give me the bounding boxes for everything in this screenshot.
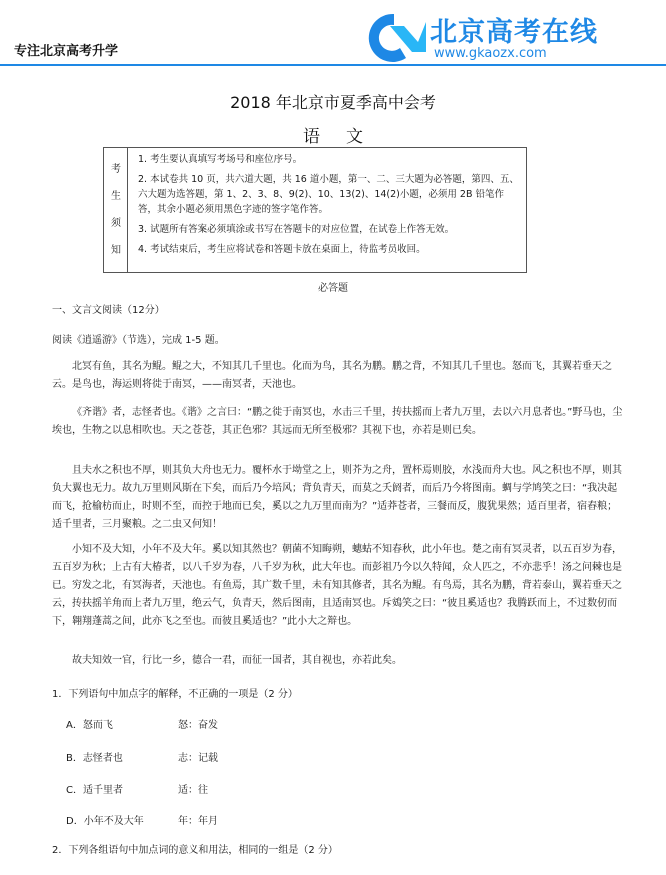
notice-side-char: 考 bbox=[111, 164, 121, 175]
option-c-expl: 适：往 bbox=[178, 785, 208, 796]
option-d-expl: 年：年月 bbox=[178, 816, 218, 827]
passage-paragraph: 小知不及大知，小年不及大年。奚以知其然也？朝菌不知晦朔，蟪蛄不知春秋，此小年也。楚之南有冥灵者，以五百岁为春，五百岁为秋；上古有大椿者，以八千岁为春，八千岁为秋，此大年也。而彭祖乃今以久特闻，众人匹之，不亦悲乎！汤之问棘也是已。穷发之北，有冥海者，天池也。有鱼焉，其广数千里，未有知其修者，其名为鲲。有鸟焉，其名为鹏，背若泰山，翼若垂天之云，抟扶摇羊角而上者九万里，绝云气，负青天，然后图南，且适南冥也。斥鴳笑之曰：“彼且奚适也？我腾跃而上，不过数仞而下，翱翔蓬蒿之间，此亦飞之至也。而彼且奚适也？”此小大之辩也。 bbox=[52, 544, 622, 627]
logo-url: www.gkaozx.com bbox=[434, 46, 547, 61]
notice-side-char: 知 bbox=[111, 245, 121, 256]
required-label: 必答题 bbox=[318, 283, 348, 294]
notice-item: 2. 本试卷共 10 页，共六道大题，共 16 道小题，第一、二、三大题为必答题，第四、五、六大题为选答题，第 1、2、3、8、9(2)、10、13(2)、14(2)小题，必须用 2B 铅笔作答，其余小题必须用黑色字迹的签字笔作答。 bbox=[138, 174, 519, 215]
section-intro: 阅读《逍遥游》（节选），完成 1-5 题。 bbox=[52, 335, 225, 346]
option-a-expl: 怒：奋发 bbox=[178, 720, 218, 731]
notice-body bbox=[138, 152, 520, 262]
exam-subject: 语文 bbox=[303, 127, 389, 147]
option-d[interactable]: D．小年不及大年 bbox=[66, 816, 144, 827]
passage-paragraph: 故夫知效一官，行比一乡，德合一君，而征一国者，其自视也，亦若此矣。 bbox=[72, 655, 402, 666]
exam-title: 2018 年北京市夏季高中会考 bbox=[230, 93, 436, 112]
notice-item: 4. 考试结束后，考生应将试卷和答题卡放在桌面上，待监考员收回。 bbox=[138, 244, 426, 255]
option-c[interactable]: C．适千里者 bbox=[66, 785, 123, 796]
header-slogan: 专注北京高考升学 bbox=[14, 44, 119, 59]
site-logo[interactable] bbox=[360, 8, 660, 66]
passage-paragraph: 北冥有鱼，其名为鲲。鲲之大，不知其几千里也。化而为鸟，其名为鹏。鹏之背，不知其几千里也。怒而飞，其翼若垂天之云。是鸟也，海运则将徙于南冥，——南冥者，天池也。 bbox=[52, 361, 612, 390]
passage-paragraph: 且夫水之积也不厚，则其负大舟也无力。覆杯水于坳堂之上，则芥为之舟，置杯焉则胶，水浅而舟大也。风之积也不厚，则其负大翼也无力。故九万里则风斯在下矣，而后乃今培风；背负青天，而莫之夭阏者，而后乃今将图南。蜩与学鸠笑之曰：“我决起而飞，抢榆枋而止，时则不至，而控于地而已矣，奚以之九万里而南为？”适莽苍者，三餐而反，腹犹果然；适百里者，宿舂粮；适千里者，三月聚粮。之二虫又何知！ bbox=[52, 465, 622, 530]
notice-box bbox=[103, 147, 527, 273]
section-heading: 一、文言文阅读（12分） bbox=[52, 305, 165, 316]
question-2-stem: 2．下列各组语句中加点词的意义和用法，相同的一组是（2 分） bbox=[52, 845, 338, 856]
notice-item: 3. 试题所有答案必须填涂或书写在答题卡的对应位置，在试卷上作答无效。 bbox=[138, 224, 455, 235]
logo-name: 北京高考在线 bbox=[430, 17, 598, 48]
notice-side bbox=[104, 148, 128, 272]
passage-paragraph: 《齐谐》者，志怪者也。《谐》之言曰：“鹏之徙于南冥也，水击三千里，抟扶摇而上者九万里，去以六月息者也。”野马也，尘埃也，生物之以息相吹也。天之苍苍，其正色邪？其远而无所至极邪？其视下也，亦若是则已矣。 bbox=[52, 407, 623, 436]
gk-logo-icon bbox=[360, 8, 428, 64]
option-b[interactable]: B．志怪者也 bbox=[66, 753, 123, 764]
option-b-expl: 志：记载 bbox=[178, 753, 218, 764]
notice-item: 1. 考生要认真填写考场号和座位序号。 bbox=[138, 154, 303, 165]
header-divider bbox=[0, 64, 666, 66]
option-a[interactable]: A．怒而飞 bbox=[66, 720, 113, 731]
notice-side-char: 生 bbox=[111, 191, 121, 202]
question-1-stem: 1．下列语句中加点字的解释，不正确的一项是（2 分） bbox=[52, 689, 298, 700]
notice-side-char: 须 bbox=[111, 218, 121, 229]
